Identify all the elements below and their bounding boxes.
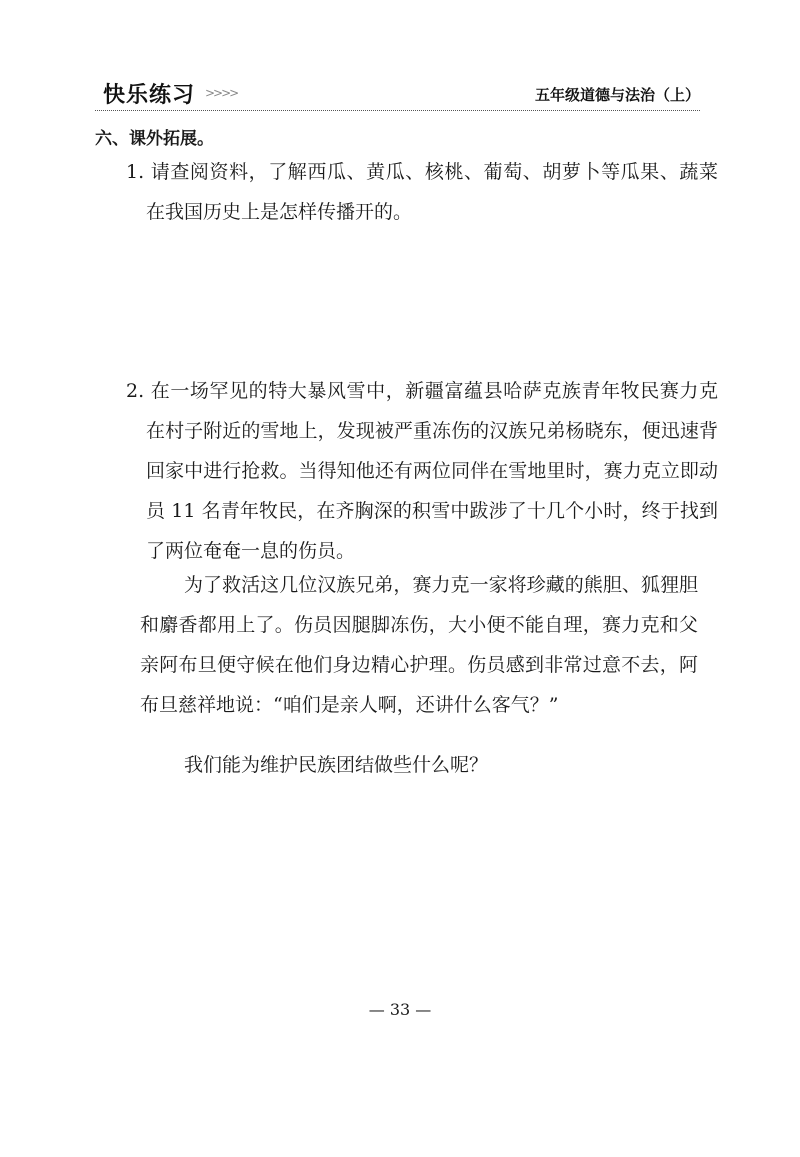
question-2: 2. 在一场罕见的特大暴风雪中，新疆富蕴县哈萨克族青年牧民赛力克在村子附近的雪地上，发现被严重冻伤的汉族兄弟杨晓东，便迅速背回家中进行抢救。当得知他还有两位同伴在雪地里时，赛力克立即动员 11 名青年牧民，在齐胸深的积雪中跋涉了十几个小时，终于找到了两位奄奄一息的伤员。	[126, 380, 718, 562]
subject-label: 五年级道德与法治（上）	[534, 86, 700, 104]
section-title: 六、课外拓展。	[95, 129, 214, 149]
page-header	[95, 78, 700, 112]
question-2-paragraph-2: 为了救活这几位汉族兄弟，赛力克一家将珍藏的熊胆、狐狸胆和麝香都用上了。伤员因腿脚冻伤，大小便不能自理，赛力克和父亲阿布旦便守候在他们身边精心护理。伤员感到非常过意不去，阿布旦慈祥地说：“咱们是亲人啊，还讲什么客气？”	[140, 574, 698, 716]
series-brand: 快乐练习	[103, 83, 196, 108]
question-2-prompt: 我们能为维护民族团结做些什么呢？	[184, 754, 489, 776]
header-divider	[95, 110, 700, 111]
page-number: — 33 —	[368, 1000, 432, 1019]
question-1: 1. 请查阅资料，了解西瓜、黄瓜、核桃、葡萄、胡萝卜等瓜果、蔬菜在我国历史上是怎样传播开的。	[126, 161, 718, 223]
chevron-decoration-icon: >>>>	[205, 86, 238, 100]
bottom-watermark	[0, 1138, 800, 1157]
